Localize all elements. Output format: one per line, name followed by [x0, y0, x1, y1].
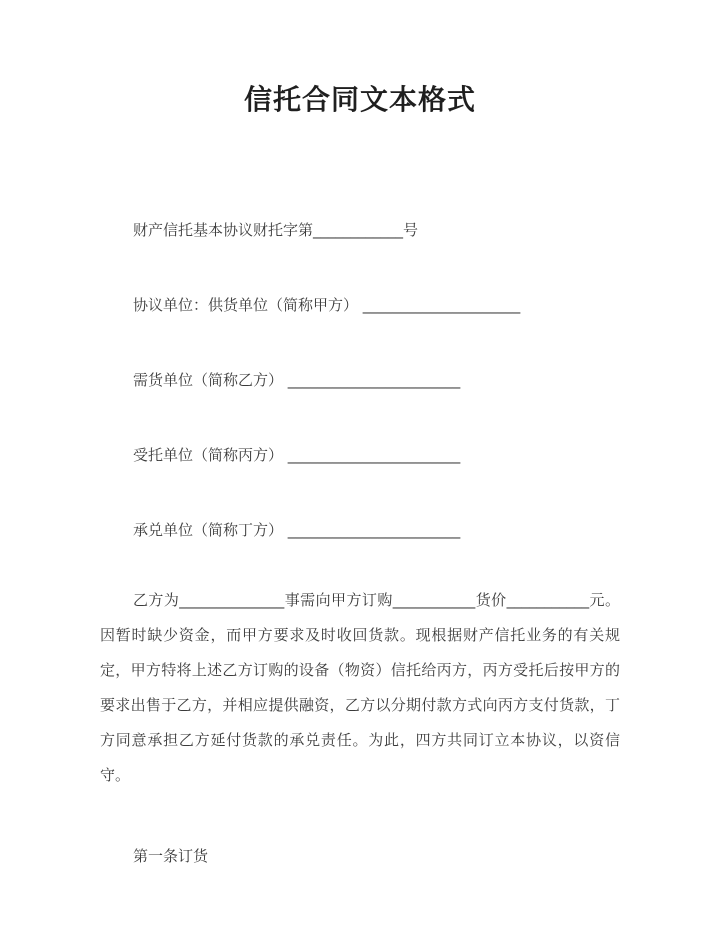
section-heading-article-1: 第一条订货 [133, 847, 209, 865]
party-line-c: 受托单位（简称丙方） _______________________ [133, 446, 461, 464]
party-line-b: 需货单位（简称乙方） _______________________ [133, 371, 461, 389]
document-title: 信托合同文本格式 [243, 83, 476, 116]
doc-number-line: 财产信托基本协议财托字第____________号 [133, 221, 419, 239]
intro-paragraph: 乙方为______________事需向甲方订购___________货价___________元。因暂时缺少资金，而甲方要求及时收回货款。现根据财产信托业务的有关规定，甲方特将上述乙方订购的设备（物资）信托给丙方，丙方受托后按甲方的要求出售于乙方，并相应提供融资，乙方以分期付款方式向丙方支付货款，丁方同意承担乙方延付货款的承兑责任。为此，四方共同订立本协议，以资信守。 [100, 591, 620, 784]
party-line-a: 协议单位：供货单位（简称甲方） _____________________ [133, 296, 521, 314]
party-line-d: 承兑单位（简称丁方） _______________________ [133, 521, 461, 539]
